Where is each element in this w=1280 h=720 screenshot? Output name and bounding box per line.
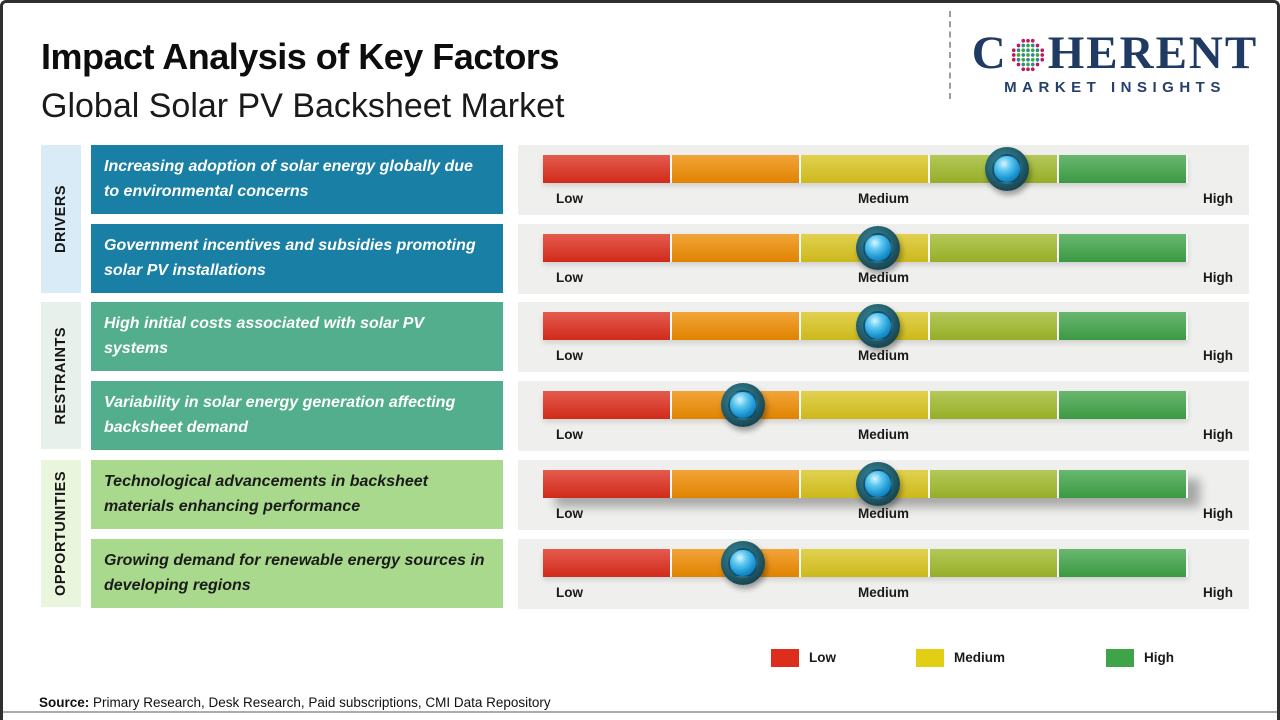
gauge-segment-low-medium (672, 155, 801, 183)
bottom-divider (3, 711, 1277, 713)
category-tab-drivers (41, 145, 81, 293)
dotted-globe-icon (1009, 36, 1047, 74)
gauge-segment-low (543, 549, 672, 577)
gauge-segment-low (543, 391, 672, 419)
legend-swatch-medium (916, 649, 944, 667)
logo-wordmark (965, 29, 1265, 77)
scale-label-high: High (1203, 506, 1233, 521)
factor-text: High initial costs associated with solar PV systems (104, 314, 425, 357)
scale-label-medium: Medium (857, 506, 909, 521)
factor-box (91, 539, 503, 608)
scale-label-high: High (1203, 427, 1233, 442)
logo-letters-rest: HERENT (1047, 27, 1259, 79)
gauge-segment-low (543, 312, 672, 340)
gauge-segment-medium (801, 155, 930, 183)
impact-gauge (518, 224, 1249, 294)
scale-label-high: High (1203, 348, 1233, 363)
impact-marker (856, 462, 900, 506)
gauge-segment-medium-high (930, 234, 1059, 262)
scale-label-high: High (1203, 585, 1233, 600)
source-note (39, 695, 551, 710)
scale-label-low: Low (556, 506, 583, 521)
impact-gauge (518, 460, 1249, 530)
impact-gauge (518, 302, 1249, 372)
gauge-segment-medium (801, 391, 930, 419)
logo-divider (949, 11, 951, 99)
page-subtitle: Global Solar PV Backsheet Market (41, 87, 565, 125)
impact-marker (856, 304, 900, 348)
legend-swatch-high (1106, 649, 1134, 667)
category-label: OPPORTUNITIES (53, 471, 69, 596)
category-tab-restraints (41, 302, 81, 449)
gauge-bar (543, 155, 1188, 183)
legend-swatch-low (771, 649, 799, 667)
scale-label-low: Low (556, 191, 583, 206)
factor-box (91, 302, 503, 371)
scale-label-medium: Medium (857, 191, 909, 206)
gauge-segment-high (1059, 470, 1188, 498)
logo-letter-c: C (971, 27, 1008, 79)
gauge-bar (543, 234, 1188, 262)
factor-box (91, 381, 503, 450)
factor-box (91, 224, 503, 293)
scale-label-low: Low (556, 427, 583, 442)
gauge-segment-high (1059, 312, 1188, 340)
gauge-segment-low-medium (672, 470, 801, 498)
scale-label-medium: Medium (857, 348, 909, 363)
scale-label-low: Low (556, 585, 583, 600)
gauge-segment-low (543, 470, 672, 498)
gauge-segment-high (1059, 155, 1188, 183)
factor-box (91, 145, 503, 214)
source-label: Source: (39, 695, 90, 710)
gauge-segment-low (543, 234, 672, 262)
category-label: RESTRAINTS (53, 326, 69, 425)
legend-label-high: High (1144, 650, 1174, 665)
impact-gauge (518, 539, 1249, 609)
coherent-logo (965, 29, 1265, 96)
factor-text: Technological advancements in backsheet materials enhancing performance (104, 472, 428, 515)
scale-label-high: High (1203, 191, 1233, 206)
gauge-segment-low-medium (672, 234, 801, 262)
gauge-segment-high (1059, 234, 1188, 262)
source-text: Primary Research, Desk Research, Paid subscriptions, CMI Data Repository (89, 695, 551, 710)
gauge-bar (543, 312, 1188, 340)
gauge-bar (543, 470, 1188, 498)
gauge-segment-medium-high (930, 312, 1059, 340)
gauge-segment-high (1059, 391, 1188, 419)
factor-text: Increasing adoption of solar energy globally due to environmental concerns (104, 157, 473, 200)
impact-marker (985, 147, 1029, 191)
page-title: Impact Analysis of Key Factors (41, 36, 559, 77)
category-label: DRIVERS (53, 185, 69, 253)
factor-text: Growing demand for renewable energy sources in developing regions (104, 551, 485, 594)
impact-gauge (518, 145, 1249, 215)
gauge-segment-low (543, 155, 672, 183)
gauge-bar (543, 549, 1188, 577)
gauge-segment-medium-high (930, 391, 1059, 419)
impact-marker (721, 541, 765, 585)
gauge-bar (543, 391, 1188, 419)
gauge-segment-high (1059, 549, 1188, 577)
legend-label-low: Low (809, 650, 836, 665)
legend-label-medium: Medium (954, 650, 1006, 665)
impact-marker (856, 226, 900, 270)
scale-label-medium: Medium (857, 585, 909, 600)
factor-text: Government incentives and subsidies promoting solar PV installations (104, 236, 476, 279)
gauge-segment-medium-high (930, 549, 1059, 577)
scale-label-medium: Medium (857, 270, 909, 285)
scale-label-low: Low (556, 270, 583, 285)
logo-subtitle: MARKET INSIGHTS (1004, 79, 1226, 96)
scale-label-high: High (1203, 270, 1233, 285)
impact-gauge (518, 381, 1249, 451)
gauge-segment-low-medium (672, 312, 801, 340)
scale-label-medium: Medium (857, 427, 909, 442)
factor-text: Variability in solar energy generation affecting backsheet demand (104, 393, 456, 436)
factor-box (91, 460, 503, 529)
gauge-segment-medium (801, 549, 930, 577)
gauge-segment-medium-high (930, 470, 1059, 498)
impact-marker (721, 383, 765, 427)
scale-label-low: Low (556, 348, 583, 363)
category-tab-opportunities (41, 460, 81, 607)
